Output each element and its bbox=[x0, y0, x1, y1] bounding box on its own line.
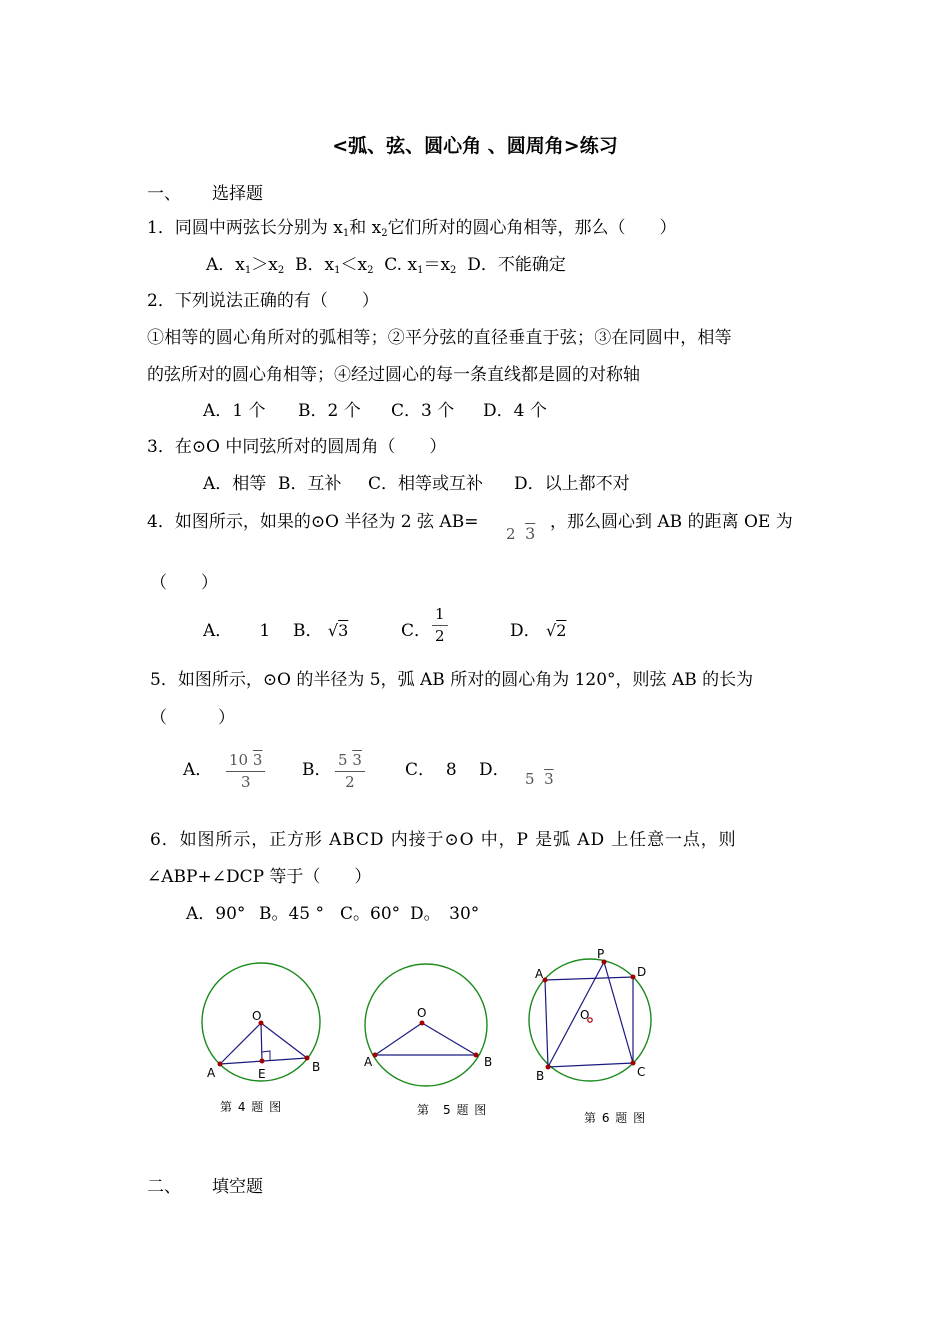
q5-option-b-fraction: $\frac{5 3}{2}$ bbox=[335, 752, 365, 791]
figure-6 bbox=[529, 947, 651, 1083]
fig6-point-c bbox=[631, 1061, 636, 1066]
fig6-point-b bbox=[546, 1065, 551, 1070]
q4-option-d: D． √2 bbox=[510, 621, 567, 641]
fig5-point-o bbox=[420, 1021, 425, 1026]
q3-option-d: D．以上都不对 bbox=[514, 474, 630, 494]
q6-option-b: B。45 ° bbox=[259, 904, 325, 924]
q4-chord-radical: 3 bbox=[525, 524, 536, 543]
q6-stem-line-2: ∠ABP+∠DCP 等于（ ） bbox=[147, 867, 372, 887]
fig4-segment-ob bbox=[261, 1023, 307, 1058]
q1-stem: 1．同圆中两弦长分别为 $x_1$和 $x_2$它们所对的圆心角相等，那么（ ） bbox=[147, 218, 677, 239]
q4-stem-end: ，那么圆心到 AB 的距离 OE 为 bbox=[550, 512, 793, 532]
q6-option-d: D。 30° bbox=[410, 904, 480, 924]
q4-option-a: A． 1 bbox=[203, 621, 271, 641]
fig6-label-b: B bbox=[536, 1069, 545, 1083]
q6-option-c: C。60° bbox=[340, 904, 401, 924]
fig4-caption: 第 4 题 图 bbox=[220, 1100, 283, 1114]
q5-answer-paren: （ ） bbox=[150, 708, 235, 728]
q4-option-c-fraction: $\frac{1}{2}$ bbox=[432, 606, 448, 645]
fig5-label-b: B bbox=[484, 1055, 493, 1069]
q2-stem: 2．下列说法正确的有（ ） bbox=[147, 291, 379, 311]
q2-option-d: D．4 个 bbox=[483, 401, 547, 421]
q3-option-a: A．相等 bbox=[203, 474, 267, 494]
q2-option-c: C．3 个 bbox=[391, 401, 455, 421]
fig6-caption: 第 6 题 图 bbox=[584, 1111, 647, 1125]
q5-option-b-label: B． bbox=[302, 760, 332, 780]
q2-statement-line-1: ①相等的圆心角所对的弧相等；②平分弦的直径垂直于弦；③在同圆中，相等 bbox=[147, 328, 732, 348]
fig4-point-a bbox=[218, 1062, 223, 1067]
q4-chord-length: 2 3 bbox=[506, 524, 536, 543]
fig6-point-a bbox=[543, 978, 548, 983]
q5-option-d-value: 5 3 bbox=[525, 770, 554, 788]
fig6-label-c: C bbox=[637, 1065, 646, 1079]
fig4-label-a: A bbox=[207, 1066, 216, 1080]
fig6-label-o: O bbox=[580, 1008, 590, 1022]
section-one-label: 选择题 bbox=[212, 184, 263, 204]
q5-option-c: C． 8 bbox=[405, 760, 457, 780]
q3-option-c: C．相等或互补 bbox=[368, 474, 484, 494]
q4-option-b: B． √3 bbox=[293, 621, 349, 641]
fig5-caption: 第 5 题 图 bbox=[417, 1103, 488, 1117]
fig4-label-e: E bbox=[258, 1067, 266, 1081]
page-title: <弧、弦、圆心角 、圆周角>练习 bbox=[332, 135, 618, 157]
q1-option-d: D．不能确定 bbox=[467, 255, 566, 275]
fig4-segment-oe bbox=[261, 1023, 262, 1061]
fig4-point-b bbox=[305, 1056, 310, 1061]
fig6-label-a: A bbox=[535, 967, 544, 981]
fig4-label-b: B bbox=[312, 1060, 321, 1074]
section-two-number: 二、 bbox=[147, 1177, 181, 1197]
fig6-segment-pb bbox=[548, 962, 604, 1067]
q1-option-b: B．$x_1<x_2$ bbox=[295, 255, 374, 276]
fig4-right-angle-mark bbox=[262, 1051, 270, 1060]
fig4-label-o: O bbox=[252, 1009, 262, 1023]
fig4-segment-oa bbox=[220, 1023, 261, 1064]
q5-option-d-label: D． bbox=[479, 760, 510, 780]
section-two-label: 填空题 bbox=[212, 1177, 263, 1197]
q1-option-a: A．$x_1>x_2$ bbox=[206, 255, 285, 276]
q2-statement-line-2: 的弦所对的圆心角相等；④经过圆心的每一条直线都是圆的对称轴 bbox=[147, 365, 640, 385]
fig5-segment-oa bbox=[375, 1023, 422, 1055]
q3-option-b: B．互补 bbox=[278, 474, 342, 494]
fig5-point-a bbox=[373, 1053, 378, 1058]
fig4-point-e bbox=[260, 1059, 265, 1064]
q2-option-a: A．1 个 bbox=[203, 401, 266, 421]
q4-stem-start: 4．如图所示，如果的⊙O 半径为 2 弦 AB= bbox=[147, 512, 479, 532]
q1-option-c: C. $x_1=x_2$ bbox=[384, 255, 457, 276]
q6-option-a: A．90° bbox=[186, 904, 246, 924]
q5-option-a-label: A． bbox=[183, 760, 213, 780]
fig5-point-b bbox=[474, 1053, 479, 1058]
fig5-label-a: A bbox=[364, 1055, 373, 1069]
q4-option-c-label: C． bbox=[401, 621, 432, 641]
fig6-label-d: D bbox=[637, 965, 647, 979]
q3-stem: 3．在⊙O 中同弦所对的圆周角（ ） bbox=[147, 437, 447, 457]
fig5-segment-ob bbox=[422, 1023, 476, 1055]
q2-option-b: B．2 个 bbox=[298, 401, 361, 421]
figure-4 bbox=[202, 963, 320, 1081]
q4-answer-paren: （ ） bbox=[150, 573, 218, 593]
fig6-label-p: P bbox=[597, 947, 605, 961]
fig5-label-o: O bbox=[417, 1006, 427, 1020]
figure-5 bbox=[364, 964, 492, 1086]
q5-option-a-fraction: $\frac{10 3}{3}$ bbox=[226, 752, 265, 791]
section-one-number: 一、 bbox=[147, 184, 181, 204]
fig6-point-d bbox=[631, 975, 636, 980]
q5-stem: 5．如图所示，⊙O 的半径为 5，弧 AB 所对的圆心角为 120°，则弦 AB 的长为 bbox=[150, 670, 754, 690]
q6-stem: 6．如图所示，正方形 ABCD 内接于⊙O 中，P 是弧 AD 上任意一点，则 bbox=[150, 830, 737, 850]
